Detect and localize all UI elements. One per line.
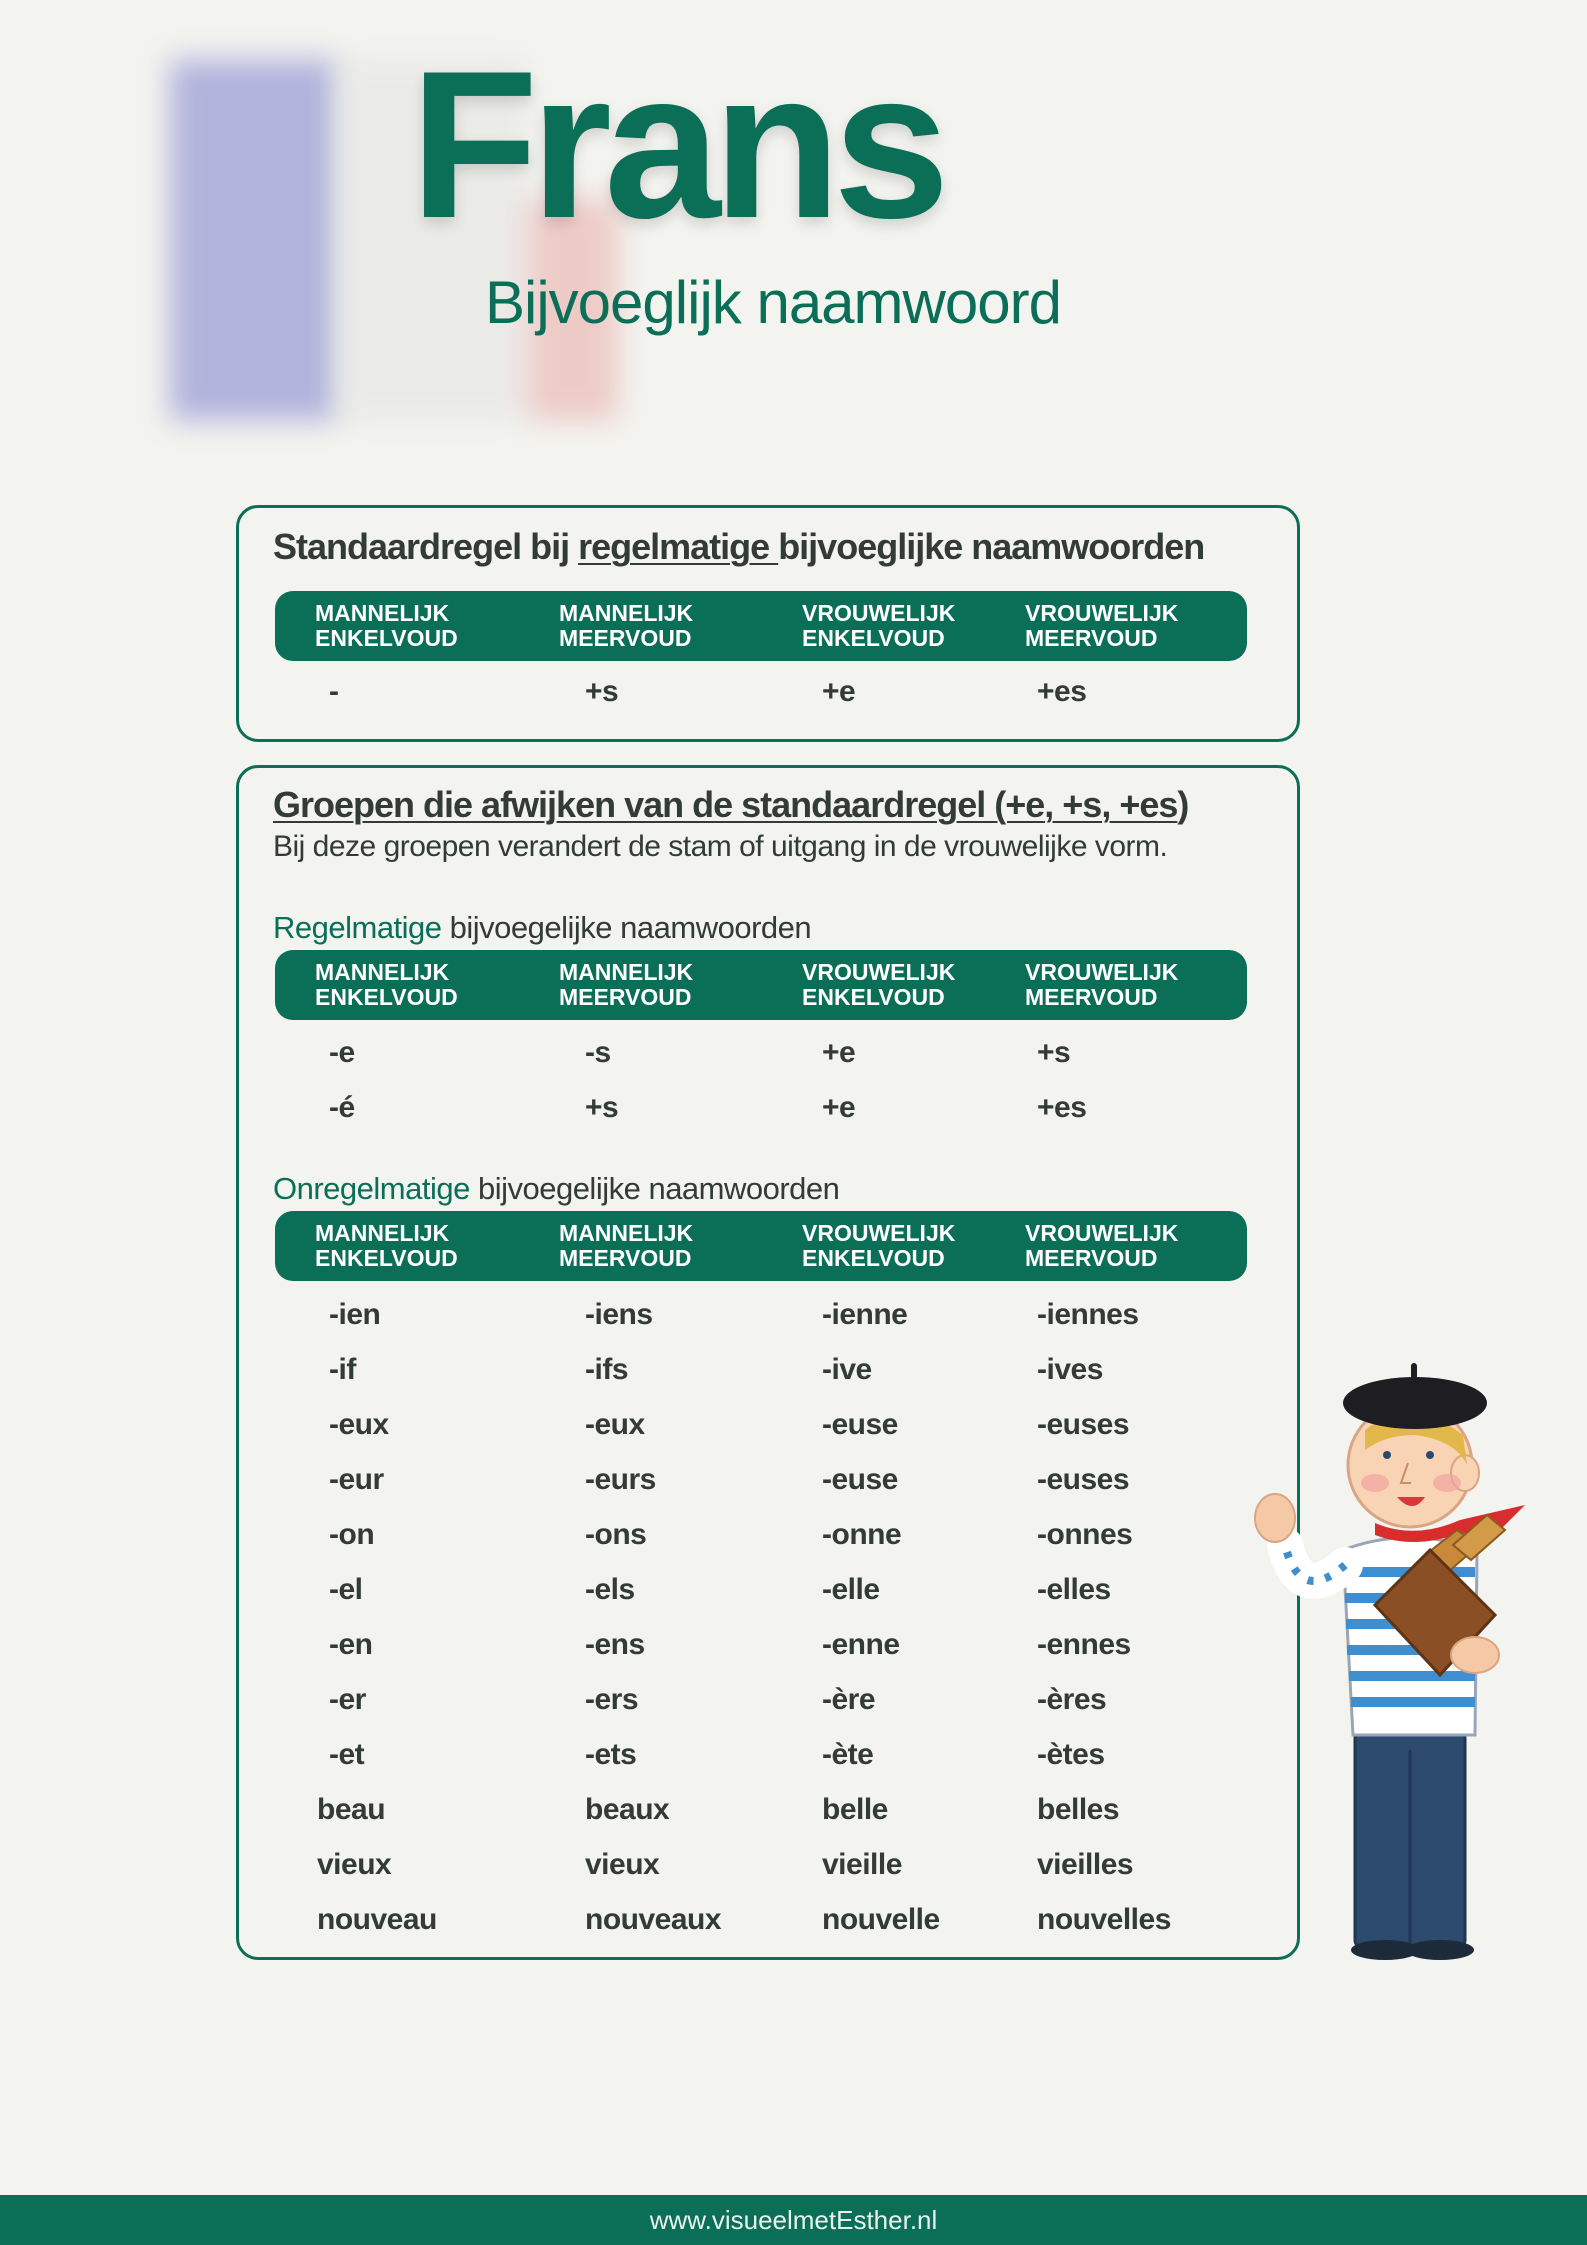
table-cell: nouveaux	[585, 1903, 722, 1936]
table-cell: -er	[329, 1683, 366, 1716]
regular-section-label: Regelmatige bijvoegelijke naamwoorden	[273, 910, 812, 945]
table-cell: +s	[1037, 1036, 1071, 1069]
table-cell: -s	[585, 1036, 611, 1069]
table-cell: +e	[822, 1036, 856, 1069]
flag-blue-stripe	[170, 60, 338, 420]
table-cell: -ères	[1037, 1683, 1107, 1716]
table-cell: vieilles	[1037, 1848, 1134, 1881]
table-cell: -elle	[822, 1573, 880, 1606]
table-cell: vieille	[822, 1848, 902, 1881]
table-row	[275, 675, 1247, 730]
column-header: VROUWELIJK ENKELVOUD	[802, 959, 956, 1010]
table-cell: -ives	[1037, 1353, 1103, 1386]
table-cell: -euses	[1037, 1463, 1130, 1496]
standard-rule-title: Standaardregel bij regelmatige bijvoeglijke naamwoorden	[273, 526, 1205, 567]
table-cell: -elles	[1037, 1573, 1111, 1606]
column-header: MANNELIJK MEERVOUD	[559, 1220, 694, 1271]
regular-table-body	[275, 1036, 1247, 1146]
table-cell: -ers	[585, 1683, 639, 1716]
table-cell: -ien	[329, 1298, 381, 1331]
table-cell: -eur	[329, 1463, 384, 1496]
column-header: VROUWELIJK MEERVOUD	[1025, 1220, 1179, 1271]
column-header: VROUWELIJK MEERVOUD	[1025, 959, 1179, 1010]
table-cell: -ienne	[822, 1298, 908, 1331]
standard-table-body	[275, 675, 1247, 730]
table-cell: belles	[1037, 1793, 1120, 1826]
irregular-table-header	[275, 1211, 1247, 1281]
table-cell: -eux	[585, 1408, 645, 1441]
table-cell: -el	[329, 1573, 363, 1606]
table-cell: -é	[329, 1091, 355, 1124]
table-cell: +es	[1037, 675, 1087, 708]
table-row	[275, 1683, 1247, 1738]
column-header: VROUWELIJK MEERVOUD	[1025, 600, 1179, 651]
table-row	[275, 1353, 1247, 1408]
table-cell: -et	[329, 1738, 365, 1771]
table-cell: -ets	[585, 1738, 637, 1771]
page-subtitle: Bijvoeglijk naamwoord	[485, 269, 1061, 336]
table-row	[275, 1463, 1247, 1518]
table-cell: belle	[822, 1793, 888, 1826]
table-row	[275, 1518, 1247, 1573]
standard-table-header	[275, 591, 1247, 661]
footer-website: www.visueelmetEsther.nl	[0, 2195, 1587, 2245]
table-cell: -onnes	[1037, 1518, 1133, 1551]
table-cell: +s	[585, 675, 619, 708]
table-row	[275, 1036, 1247, 1091]
table-cell: -e	[329, 1036, 355, 1069]
table-cell: -ons	[585, 1518, 647, 1551]
table-cell: -ens	[585, 1628, 645, 1661]
table-cell: +s	[585, 1091, 619, 1124]
deviating-groups-description: Bij deze groepen verandert de stam of uitgang in de vrouwelijke vorm.	[273, 830, 1168, 863]
deviating-groups-box	[236, 765, 1300, 1960]
column-header: MANNELIJK ENKELVOUD	[315, 959, 458, 1010]
table-cell: +e	[822, 675, 856, 708]
table-cell: +e	[822, 1091, 856, 1124]
table-cell: -iens	[585, 1298, 653, 1331]
page-title: Frans	[410, 27, 942, 262]
table-cell: nouveau	[317, 1903, 437, 1936]
table-cell: -eux	[329, 1408, 389, 1441]
french-man-illustration	[1225, 1355, 1545, 1965]
irregular-table-body	[275, 1298, 1247, 1958]
table-cell: nouvelle	[822, 1903, 940, 1936]
table-cell: -iennes	[1037, 1298, 1139, 1331]
table-cell: -onne	[822, 1518, 902, 1551]
table-cell: nouvelles	[1037, 1903, 1171, 1936]
table-cell: vieux	[317, 1848, 392, 1881]
table-cell: -ifs	[585, 1353, 628, 1386]
table-cell: -en	[329, 1628, 373, 1661]
table-row	[275, 1793, 1247, 1848]
table-row	[275, 1738, 1247, 1793]
table-cell: -els	[585, 1573, 635, 1606]
column-header: MANNELIJK ENKELVOUD	[315, 600, 458, 651]
table-cell: +es	[1037, 1091, 1087, 1124]
table-cell: -on	[329, 1518, 375, 1551]
table-cell: -enne	[822, 1628, 900, 1661]
table-row	[275, 1298, 1247, 1353]
table-cell: beau	[317, 1793, 386, 1826]
column-header: VROUWELIJK ENKELVOUD	[802, 600, 956, 651]
table-row	[275, 1091, 1247, 1146]
deviating-groups-title: Groepen die afwijken van de standaardregel (+e, +s, +es)	[273, 784, 1189, 825]
table-cell: -eurs	[585, 1463, 656, 1496]
table-cell: -ère	[822, 1683, 876, 1716]
table-cell: -euse	[822, 1463, 898, 1496]
irregular-section-label: Onregelmatige bijvoegelijke naamwoorden	[273, 1171, 840, 1206]
table-cell: -ennes	[1037, 1628, 1131, 1661]
column-header: MANNELIJK MEERVOUD	[559, 959, 694, 1010]
table-cell: -ive	[822, 1353, 872, 1386]
column-header: MANNELIJK ENKELVOUD	[315, 1220, 458, 1271]
table-cell: -	[329, 675, 339, 708]
table-row	[275, 1848, 1247, 1903]
table-row	[275, 1903, 1247, 1958]
regular-table-header	[275, 950, 1247, 1020]
table-cell: -ète	[822, 1738, 874, 1771]
table-cell: -euses	[1037, 1408, 1130, 1441]
column-header: MANNELIJK MEERVOUD	[559, 600, 694, 651]
column-header: VROUWELIJK ENKELVOUD	[802, 1220, 956, 1271]
table-cell: -euse	[822, 1408, 898, 1441]
table-cell: vieux	[585, 1848, 660, 1881]
table-cell: -ètes	[1037, 1738, 1105, 1771]
table-cell: -if	[329, 1353, 356, 1386]
table-cell: beaux	[585, 1793, 670, 1826]
standard-rule-box	[236, 505, 1300, 742]
table-row	[275, 1628, 1247, 1683]
table-row	[275, 1573, 1247, 1628]
table-row	[275, 1408, 1247, 1463]
